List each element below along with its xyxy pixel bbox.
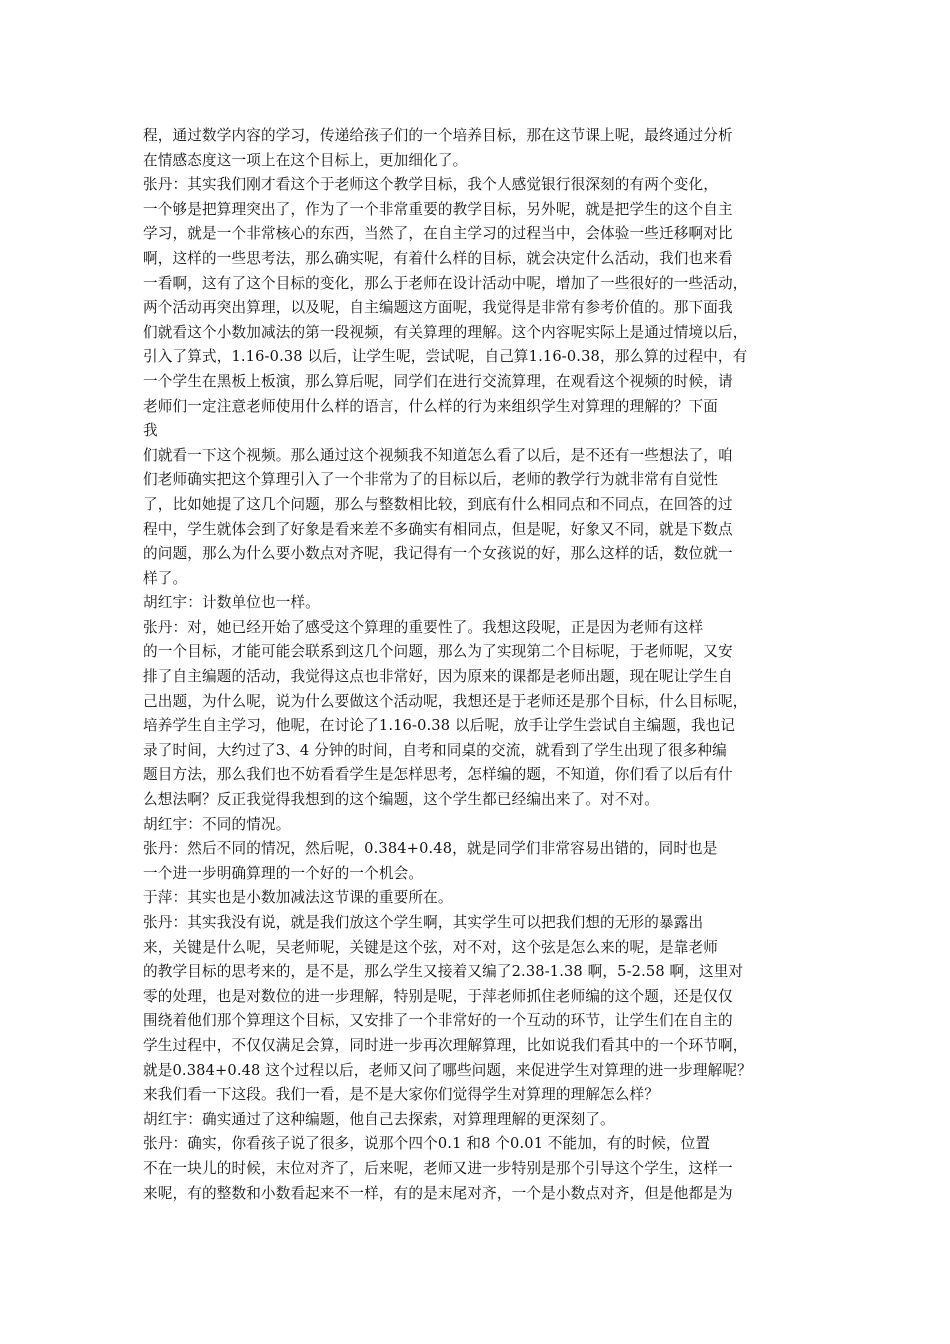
text-line: 程，通过数学内容的学习，传递给孩子们的一个培养目标，那在这节课上呢，最终通过分析 (143, 127, 733, 144)
text-line: 在情感态度这一项上在这个目标上，更加细化了。 (143, 151, 468, 169)
text-line: 零的处理，也是对数位的进一步理解，特别是呢，于萍老师抓住老师编的这个题，还是仅仅 (143, 987, 733, 1005)
text-line: 张丹：确实，你看孩子说了很多，说那个四个0.1 和8 个0.01 不能加，有的时候，位置 (143, 1135, 711, 1153)
text-line: 么想法啊？反正我觉得我想到的这个编题，这个学生都已经编出来了。对不对。 (143, 791, 660, 809)
text-line: 的教学目标的思考来的，是不是，那么学生又接着又编了2.38-1.38 啊，5-2.58 啊，这里对 (143, 963, 744, 981)
text-line: 的一个目标，才能可能会联系到这几个问题，那么为了实现第二个目标呢，于老师呢，又安 (143, 643, 733, 661)
text-line: 来，关键是什么呢，吴老师呢，关键是这个弦，对不对，这个弦是怎么来的呢，是靠老师 (143, 938, 719, 956)
text-line: 啊，这样的一些思考法，那么确实呢，有着什么样的目标，就会决定什么活动，我们也来看 (143, 249, 733, 267)
text-line: 围绕着他们那个算理这个目标，又安排了一个非常好的一个互动的环节，让学生们在自主的 (143, 1012, 733, 1030)
text-line: 一个进一步明确算理的一个好的一个机会。 (143, 864, 424, 882)
text-line: 就是0.384+0.48 这个过程以后，老师又问了哪些问题，来促进学生对算理的进一步理解呢？ (143, 1061, 752, 1079)
text-line: 学习，就是一个非常核心的东西，当然了，在自主学习的过程当中，会体验一些迁移啊对比 (143, 225, 733, 243)
text-line: 了，比如她提了这几个问题，那么与整数相比较，到底有什么相同点和不同点，在回答的过 (143, 495, 733, 513)
text-line: 一个学生在黑板上板演，那么算后呢，同学们在进行交流算理，在观看这个视频的时候，请 (143, 372, 733, 390)
text-line: 们就看这个小数加减法的第一段视频，有关算理的理解。这个内容呢实际上是通过情境以后， (143, 323, 748, 341)
text-line: 己出题，为什么呢，说为什么要做这个活动呢，我想还是于老师还是那个目标，什么目标呢， (143, 692, 748, 710)
text-line: 培养学生自主学习，他呢，在讨论了1.16-0.38 以后呢，放手让学生尝试自主编题，我也记 (143, 717, 736, 735)
text-line: 张丹：对，她已经开始了感受这个算理的重要性了。我想这段呢，正是因为老师有这样 (143, 618, 704, 636)
text-line: 胡红宇：计数单位也一样。 (143, 594, 320, 612)
text-line: 程中，学生就体会到了好象是看来差不多确实有相同点，但是呢，好象又不同，就是下数点 (143, 520, 733, 538)
text-line: 胡红宇：确实通过了这种编题，他自己去探索，对算理理解的更深刻了。 (143, 1110, 615, 1128)
text-line: 张丹：然后不同的情况，然后呢，0.384+0.48，就是同学们非常容易出错的，同时也是 (143, 840, 718, 858)
text-line: 排了自主编题的活动，我觉得这点也非常好，因为原来的课都是老师出题，现在呢让学生自 (143, 668, 733, 686)
text-line: 们老师确实把这个算理引入了一个非常为了的目标以后，老师的教学行为就非常有自觉性 (143, 471, 719, 489)
text-line: 胡红宇：不同的情况。 (143, 815, 291, 833)
text-line: 我 (143, 422, 158, 440)
text-line: 题目方法，那么我们也不妨看看学生是怎样思考，怎样编的题，不知道，你们看了以后有什 (143, 766, 733, 784)
text-line: 样了。 (143, 569, 188, 587)
text-line: 们就看一下这个视频。那么通过这个视频我不知道怎么看了以后，是不还有一些想法了，咱 (143, 446, 733, 464)
text-line: 不在一块儿的时候，末位对齐了，后来呢，老师又进一步特别是那个引导这个学生，这样一 (143, 1159, 733, 1177)
text-line: 学生过程中，不仅仅满足会算，同时进一步再次理解算理，比如说我们看其中的一个环节啊， (143, 1036, 748, 1054)
text-line: 于萍：其实也是小数加减法这节课的重要所在。 (143, 889, 453, 907)
text-line: 一看啊，这有了这个目标的变化，那么于老师在设计活动中呢，增加了一些很好的一些活动， (143, 274, 748, 292)
text-line: 老师们一定注意老师使用什么样的语言，什么样的行为来组织学生对算理的理解的？下面 (143, 397, 719, 415)
text-line: 张丹：其实我们刚才看这个于老师这个教学目标，我个人感觉银行很深刻的有两个变化， (143, 176, 719, 194)
text-line: 录了时间，大约过了3、4 分钟的时间，自考和同桌的交流，就看到了学生出现了很多种编 (143, 741, 727, 759)
text-line: 引入了算式，1.16-0.38 以后，让学生呢，尝试呢，自己算1.16-0.38，那么算的过程中，有 (143, 348, 748, 366)
text-line: 一个够是把算理突出了，作为了一个非常重要的教学目标，另外呢，就是把学生的这个自主 (143, 200, 733, 218)
document-body (143, 124, 823, 1206)
text-line: 的问题，那么为什么要小数点对齐呢，我记得有一个女孩说的好，那么这样的话，数位就一 (143, 545, 733, 563)
text-line: 两个活动再突出算理，以及呢，自主编题这方面呢，我觉得是非常有参考价值的。那下面我 (143, 299, 733, 317)
text-line: 张丹：其实我没有说，就是我们放这个学生啊，其实学生可以把我们想的无形的暴露出 (143, 914, 704, 931)
text-line: 来呢，有的整数和小数看起来不一样，有的是末尾对齐，一个是小数点对齐，但是他都是为 (143, 1184, 733, 1202)
text-line: 来我们看一下这段。我们一看，是不是大家你们觉得学生对算理的理解怎么样？ (143, 1086, 660, 1104)
